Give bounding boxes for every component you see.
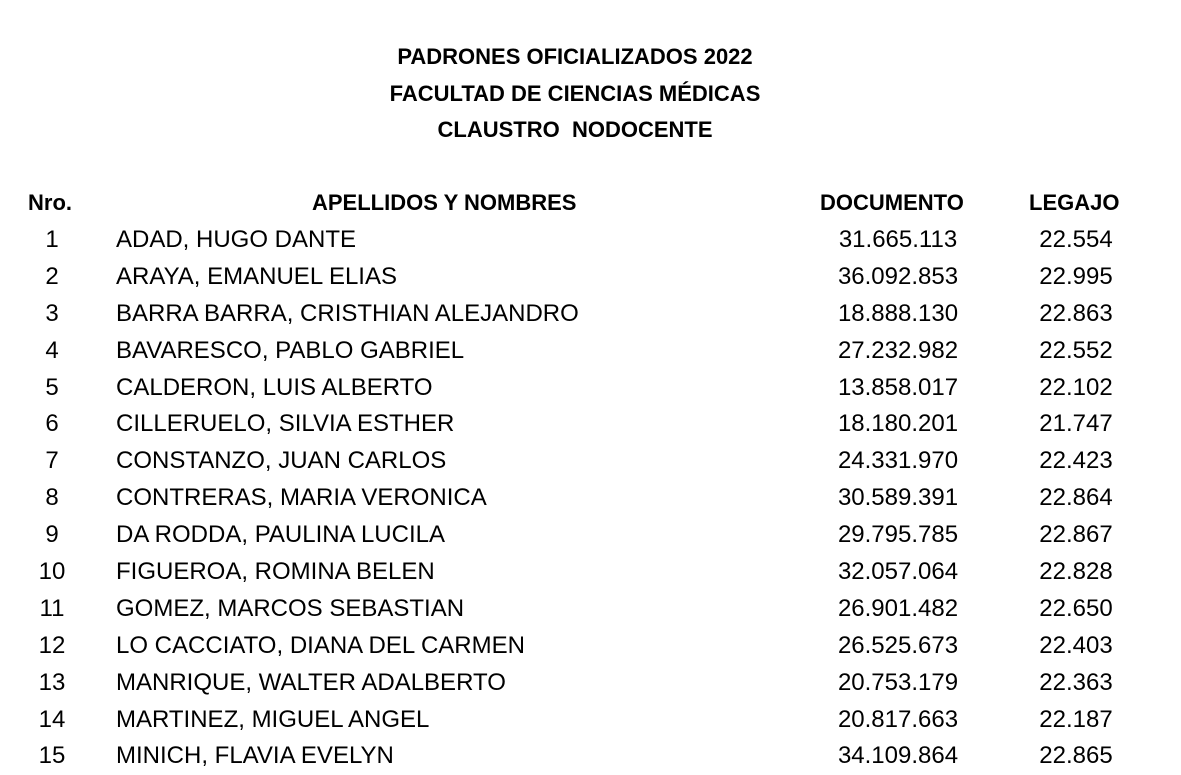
row-legajo: 22.554	[1039, 226, 1113, 253]
row-document: 31.665.113	[838, 226, 958, 253]
row-name: BAVARESCO, PABLO GABRIEL	[116, 336, 465, 364]
row-legajo: 22.187	[1039, 705, 1113, 733]
table-row	[0, 628, 1181, 665]
row-number: 7	[45, 447, 59, 475]
row-document: 34.109.864	[837, 742, 959, 770]
row-name: CONSTANZO, JUAN CARLOS	[116, 447, 447, 475]
row-number: 8	[45, 484, 59, 512]
row-number: 3	[45, 299, 59, 327]
row-name: CONTRERAS, MARIA VERONICA	[116, 484, 487, 512]
row-name: ADAD, HUGO DANTE	[116, 226, 357, 253]
row-name: DA RODDA, PAULINA LUCILA	[116, 521, 445, 549]
table-row	[0, 517, 1181, 554]
table-row	[0, 702, 1181, 739]
column-header-name: APELLIDOS Y NOMBRES	[312, 190, 577, 215]
row-name: CILLERUELO, SILVIA ESTHER	[116, 410, 455, 438]
table-row	[0, 333, 1181, 370]
claustro-title: CLAUSTRO NODOCENTE	[437, 117, 713, 143]
row-name: CALDERON, LUIS ALBERTO	[116, 373, 433, 401]
row-name: FIGUEROA, ROMINA BELEN	[116, 558, 435, 586]
row-document: 32.057.064	[837, 558, 959, 586]
row-number: 13	[38, 668, 66, 696]
table-row	[0, 480, 1181, 517]
row-legajo: 22.863	[1039, 299, 1113, 327]
row-name: MANRIQUE, WALTER ADALBERTO	[116, 668, 506, 696]
table-row	[0, 296, 1181, 333]
table-row	[0, 370, 1181, 407]
document-title-block	[0, 39, 1150, 149]
column-header-document: DOCUMENTO	[820, 190, 964, 215]
row-legajo: 22.363	[1039, 668, 1113, 696]
row-document: 13.858.017	[837, 373, 959, 401]
row-number: 15	[38, 742, 66, 770]
row-number: 4	[45, 336, 59, 364]
table-row	[0, 738, 1181, 775]
table-row	[0, 665, 1181, 702]
row-document: 18.180.201	[837, 410, 959, 438]
row-name: MINICH, FLAVIA EVELYN	[116, 742, 394, 770]
row-legajo: 22.403	[1039, 631, 1113, 659]
row-legajo: 22.102	[1039, 373, 1113, 401]
faculty-title: FACULTAD DE CIENCIAS MÉDICAS	[389, 80, 761, 106]
row-legajo: 22.867	[1039, 521, 1113, 549]
row-document: 26.525.673	[837, 631, 959, 659]
row-document: 24.331.970	[837, 447, 959, 475]
table-header	[0, 187, 1181, 219]
table-row	[0, 259, 1181, 296]
row-legajo: 22.995	[1039, 262, 1113, 290]
row-number: 12	[38, 631, 66, 659]
document-title: PADRONES OFICIALIZADOS 2022	[397, 44, 753, 69]
row-document: 36.092.853	[837, 262, 959, 290]
row-number: 6	[45, 410, 59, 438]
table-row	[0, 222, 1181, 259]
row-document: 29.795.785	[837, 521, 959, 549]
row-legajo: 22.828	[1039, 558, 1113, 586]
row-document: 27.232.982	[837, 336, 959, 364]
row-number: 2	[45, 262, 59, 290]
row-legajo: 21.747	[1039, 410, 1113, 438]
row-legajo: 22.864	[1039, 484, 1113, 512]
row-number: 11	[39, 594, 65, 622]
row-name: MARTINEZ, MIGUEL ANGEL	[116, 705, 430, 733]
table-row	[0, 554, 1181, 591]
column-header-legajo: LEGAJO	[1029, 190, 1120, 215]
row-legajo: 22.552	[1039, 336, 1113, 364]
table-body	[0, 222, 1181, 775]
row-document: 30.589.391	[837, 484, 959, 512]
row-number: 9	[45, 521, 59, 549]
row-number: 10	[38, 558, 66, 586]
row-legajo: 22.423	[1039, 447, 1113, 475]
row-name: BARRA BARRA, CRISTHIAN ALEJANDRO	[116, 299, 579, 327]
row-number: 1	[45, 226, 59, 253]
row-name: ARAYA, EMANUEL ELIAS	[116, 262, 397, 290]
row-name: LO CACCIATO, DIANA DEL CARMEN	[116, 631, 525, 659]
row-number: 14	[38, 705, 66, 733]
row-document: 20.817.663	[837, 705, 959, 733]
table-row	[0, 443, 1181, 480]
column-header-nro: Nro.	[28, 190, 72, 215]
row-document: 20.753.179	[837, 668, 959, 696]
row-document: 18.888.130	[837, 299, 959, 327]
row-legajo: 22.865	[1039, 742, 1113, 770]
row-document: 26.901.482	[837, 594, 959, 622]
row-legajo: 22.650	[1039, 594, 1113, 622]
table-row	[0, 591, 1181, 628]
row-name: GOMEZ, MARCOS SEBASTIAN	[116, 594, 465, 622]
table-row	[0, 406, 1181, 443]
row-number: 5	[45, 373, 59, 401]
